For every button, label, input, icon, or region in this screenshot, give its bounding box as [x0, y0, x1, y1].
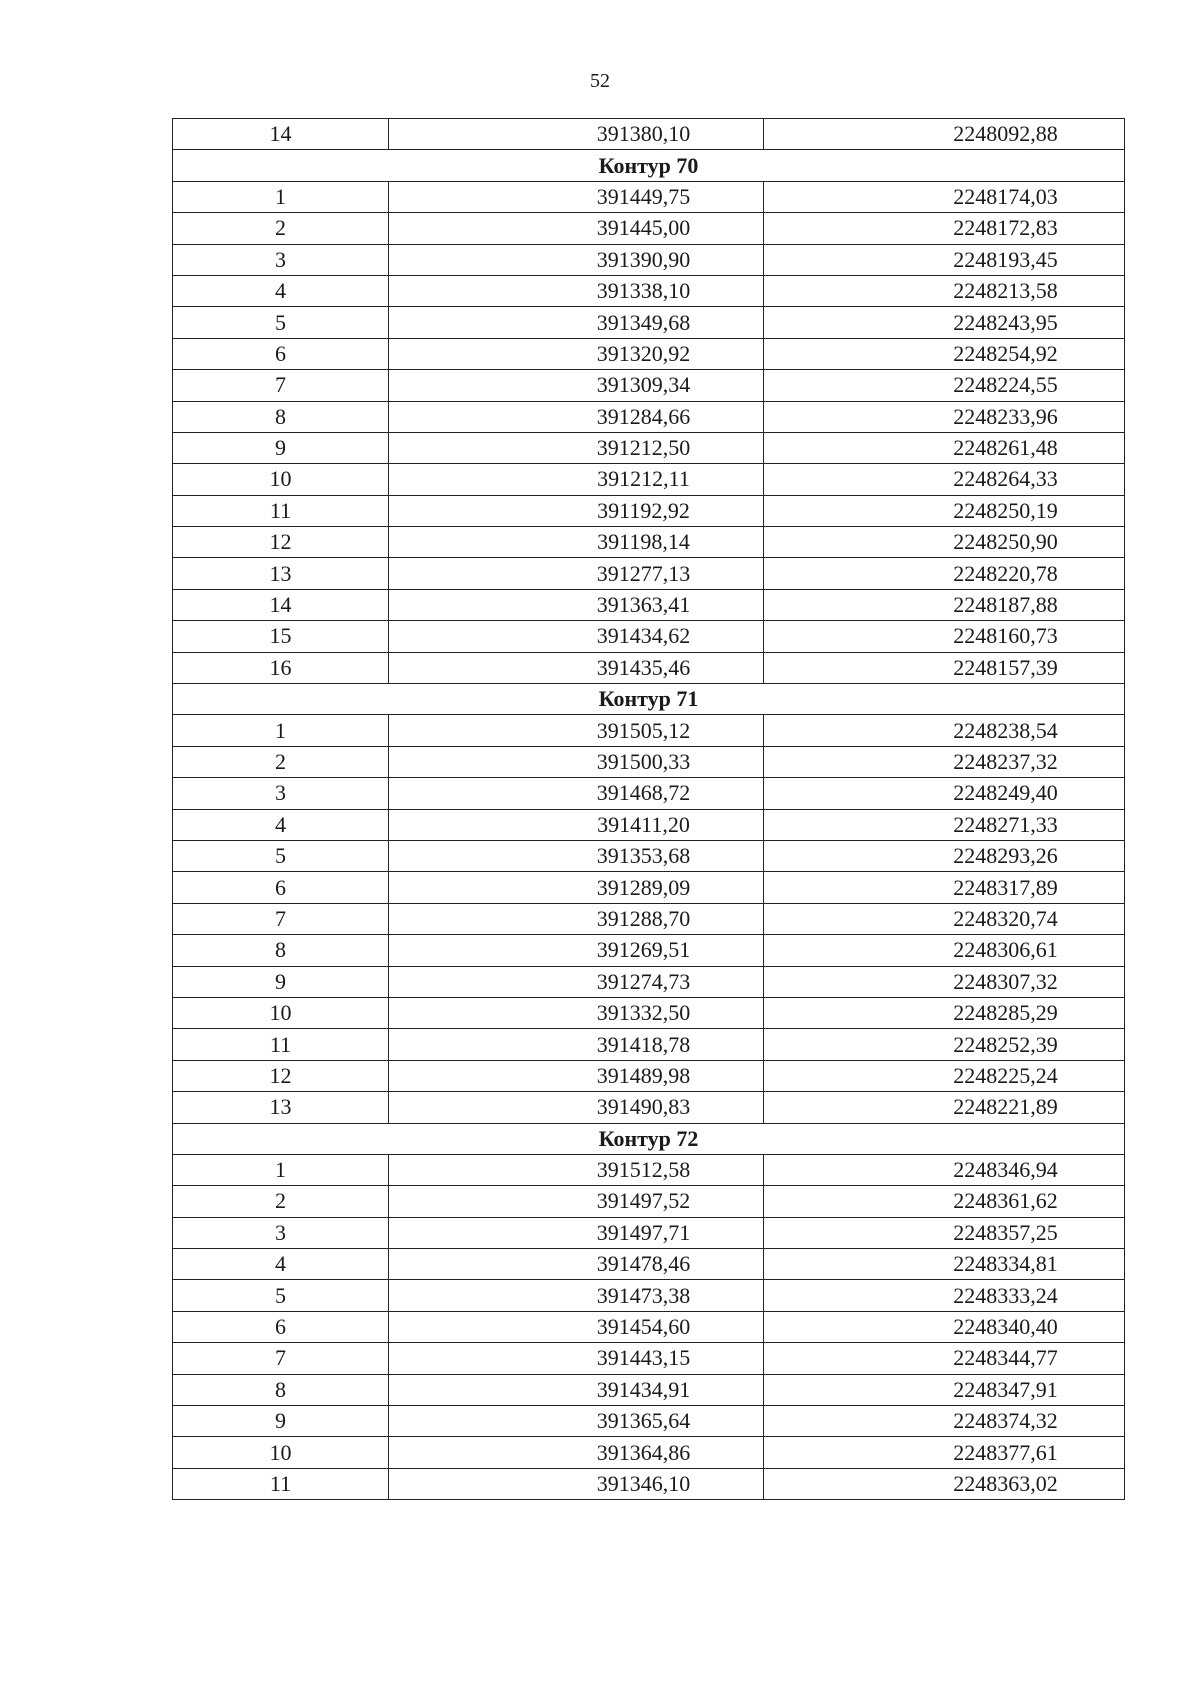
x-coordinate-value: 391346,10	[596, 1470, 691, 1496]
x-coordinate-cell	[389, 401, 764, 432]
x-coordinate-cell	[389, 558, 764, 589]
contour-heading-row	[173, 1123, 1125, 1154]
table-row	[173, 307, 1125, 338]
y-coordinate-value: 2248254,92	[953, 340, 1058, 366]
contour-title: Контур 72	[173, 1123, 1125, 1154]
table-row	[173, 1029, 1125, 1060]
y-coordinate-value: 2248252,39	[953, 1031, 1058, 1057]
y-coordinate-cell	[764, 809, 1125, 840]
x-coordinate-cell	[389, 1092, 764, 1123]
y-coordinate-value: 2248172,83	[953, 215, 1058, 241]
x-coordinate-cell	[389, 527, 764, 558]
y-coordinate-cell	[764, 1374, 1125, 1405]
table-row	[173, 872, 1125, 903]
table-row	[173, 275, 1125, 306]
x-coordinate-cell	[389, 872, 764, 903]
y-coordinate-value: 2248237,32	[953, 749, 1058, 774]
point-number-cell: 7	[173, 370, 389, 401]
x-coordinate-value: 391497,52	[596, 1188, 691, 1214]
y-coordinate-value: 2248357,25	[953, 1219, 1058, 1245]
y-coordinate-cell	[764, 1060, 1125, 1091]
x-coordinate-cell	[389, 464, 764, 495]
x-coordinate-value: 391365,64	[596, 1408, 691, 1434]
x-coordinate-cell	[389, 1437, 764, 1468]
x-coordinate-cell	[389, 903, 764, 934]
x-coordinate-cell	[389, 715, 764, 746]
y-coordinate-cell	[764, 1154, 1125, 1185]
x-coordinate-value: 391349,68	[596, 309, 691, 335]
x-coordinate-cell	[389, 370, 764, 401]
x-coordinate-value: 391363,41	[596, 592, 691, 618]
point-number-cell: 11	[173, 1468, 389, 1499]
table-row	[173, 213, 1125, 244]
point-number-cell: 2	[173, 213, 389, 244]
y-coordinate-value: 2248224,55	[953, 372, 1058, 398]
table-row	[173, 1217, 1125, 1248]
y-coordinate-cell	[764, 715, 1125, 746]
table-row	[173, 621, 1125, 652]
point-number-cell: 6	[173, 338, 389, 369]
point-number-cell: 1	[173, 181, 389, 212]
y-coordinate-value: 2248340,40	[953, 1314, 1058, 1340]
y-coordinate-value: 2248261,48	[953, 435, 1058, 461]
table-row	[173, 652, 1125, 683]
y-coordinate-value: 2248238,54	[953, 717, 1058, 743]
y-coordinate-cell	[764, 778, 1125, 809]
x-coordinate-cell	[389, 589, 764, 620]
y-coordinate-value: 2248092,88	[953, 121, 1058, 147]
y-coordinate-value: 2248363,02	[953, 1470, 1058, 1496]
page-number: 52	[590, 70, 610, 92]
point-number-cell: 3	[173, 244, 389, 275]
y-coordinate-cell	[764, 432, 1125, 463]
y-coordinate-cell	[764, 935, 1125, 966]
y-coordinate-cell	[764, 338, 1125, 369]
y-coordinate-value: 2248220,78	[953, 560, 1058, 586]
x-coordinate-cell	[389, 1154, 764, 1185]
x-coordinate-cell	[389, 1029, 764, 1060]
y-coordinate-cell	[764, 244, 1125, 275]
table-row	[173, 244, 1125, 275]
y-coordinate-cell	[764, 119, 1125, 150]
y-coordinate-cell	[764, 1406, 1125, 1437]
x-coordinate-cell	[389, 1280, 764, 1311]
y-coordinate-cell	[764, 1186, 1125, 1217]
x-coordinate-cell	[389, 652, 764, 683]
y-coordinate-cell	[764, 1437, 1125, 1468]
x-coordinate-value: 391468,72	[596, 780, 691, 806]
point-number-cell: 13	[173, 558, 389, 589]
y-coordinate-cell	[764, 401, 1125, 432]
y-coordinate-value: 2248285,29	[953, 1000, 1058, 1026]
y-coordinate-cell	[764, 1249, 1125, 1280]
x-coordinate-value: 391212,11	[597, 466, 690, 492]
x-coordinate-cell	[389, 778, 764, 809]
x-coordinate-cell	[389, 621, 764, 652]
point-number-cell: 9	[173, 966, 389, 997]
y-coordinate-cell	[764, 213, 1125, 244]
y-coordinate-value: 2248187,88	[953, 592, 1058, 618]
y-coordinate-value: 2248347,91	[953, 1376, 1058, 1402]
table-row	[173, 903, 1125, 934]
y-coordinate-cell	[764, 903, 1125, 934]
point-number-cell: 2	[173, 1186, 389, 1217]
x-coordinate-value: 391454,60	[596, 1314, 691, 1340]
coordinates-table	[172, 118, 1125, 1500]
y-coordinate-value: 2248213,58	[953, 278, 1058, 304]
x-coordinate-cell	[389, 809, 764, 840]
table-row	[173, 1060, 1125, 1091]
x-coordinate-cell	[389, 1311, 764, 1342]
table-row	[173, 464, 1125, 495]
x-coordinate-value: 391449,75	[596, 183, 691, 209]
y-coordinate-cell	[764, 652, 1125, 683]
y-coordinate-cell	[764, 275, 1125, 306]
x-coordinate-cell	[389, 1249, 764, 1280]
x-coordinate-value: 391320,92	[596, 340, 691, 366]
y-coordinate-value: 2248243,95	[953, 309, 1058, 335]
y-coordinate-cell	[764, 181, 1125, 212]
point-number-cell: 6	[173, 1311, 389, 1342]
table-row	[173, 338, 1125, 369]
y-coordinate-value: 2248225,24	[953, 1062, 1058, 1088]
point-number-cell: 14	[173, 119, 389, 150]
y-coordinate-value: 2248293,26	[953, 843, 1058, 869]
x-coordinate-cell	[389, 1186, 764, 1217]
y-coordinate-value: 2248374,32	[953, 1408, 1058, 1434]
table-row	[173, 1186, 1125, 1217]
y-coordinate-cell	[764, 746, 1125, 777]
point-number-cell: 9	[173, 1406, 389, 1437]
y-coordinate-value: 2248346,94	[953, 1157, 1058, 1183]
y-coordinate-cell	[764, 872, 1125, 903]
x-coordinate-value: 391435,46	[596, 654, 691, 680]
point-number-cell: 10	[173, 997, 389, 1028]
y-coordinate-value: 2248361,62	[953, 1188, 1058, 1214]
point-number-cell: 8	[173, 401, 389, 432]
x-coordinate-value: 391198,14	[597, 529, 690, 555]
x-coordinate-value: 391269,51	[596, 937, 691, 963]
point-number-cell: 7	[173, 1343, 389, 1374]
x-coordinate-cell	[389, 840, 764, 871]
x-coordinate-value: 391309,34	[596, 372, 691, 398]
x-coordinate-cell	[389, 495, 764, 526]
point-number-cell: 15	[173, 621, 389, 652]
x-coordinate-value: 391274,73	[596, 968, 691, 994]
point-number-cell: 13	[173, 1092, 389, 1123]
x-coordinate-value: 391497,71	[596, 1219, 691, 1245]
contour-title: Контур 71	[173, 684, 1125, 715]
x-coordinate-value: 391212,50	[596, 435, 691, 461]
y-coordinate-cell	[764, 495, 1125, 526]
point-number-cell: 14	[173, 589, 389, 620]
point-number-cell: 4	[173, 1249, 389, 1280]
point-number-cell: 7	[173, 903, 389, 934]
x-coordinate-cell	[389, 307, 764, 338]
table-row	[173, 935, 1125, 966]
x-coordinate-cell	[389, 1060, 764, 1091]
point-number-cell: 12	[173, 527, 389, 558]
x-coordinate-cell	[389, 1217, 764, 1248]
y-coordinate-value: 2248193,45	[953, 246, 1058, 272]
x-coordinate-value: 391490,83	[596, 1094, 691, 1120]
point-number-cell: 10	[173, 464, 389, 495]
table-row	[173, 778, 1125, 809]
x-coordinate-value: 391192,92	[597, 497, 690, 523]
contour-heading-row	[173, 684, 1125, 715]
table-row	[173, 1311, 1125, 1342]
x-coordinate-value: 391289,09	[596, 874, 691, 900]
table-row	[173, 370, 1125, 401]
table-row	[173, 1249, 1125, 1280]
table-row	[173, 746, 1125, 777]
y-coordinate-value: 2248221,89	[953, 1094, 1058, 1120]
y-coordinate-value: 2248377,61	[953, 1439, 1058, 1465]
y-coordinate-cell	[764, 1343, 1125, 1374]
y-coordinate-value: 2248320,74	[953, 905, 1058, 931]
x-coordinate-value: 391478,46	[596, 1251, 691, 1277]
y-coordinate-cell	[764, 370, 1125, 401]
table-row	[173, 119, 1125, 150]
x-coordinate-value: 391288,70	[596, 905, 691, 931]
x-coordinate-value: 391332,50	[596, 1000, 691, 1026]
x-coordinate-value: 391443,15	[596, 1345, 691, 1371]
x-coordinate-value: 391434,62	[596, 623, 691, 649]
table-row	[173, 840, 1125, 871]
x-coordinate-value: 391473,38	[596, 1282, 691, 1308]
x-coordinate-cell	[389, 244, 764, 275]
y-coordinate-value: 2248334,81	[953, 1251, 1058, 1277]
x-coordinate-cell	[389, 432, 764, 463]
x-coordinate-cell	[389, 213, 764, 244]
x-coordinate-value: 391489,98	[596, 1062, 691, 1088]
y-coordinate-cell	[764, 840, 1125, 871]
table-row	[173, 1280, 1125, 1311]
table-row	[173, 997, 1125, 1028]
point-number-cell: 5	[173, 1280, 389, 1311]
table-row	[173, 1437, 1125, 1468]
table-row	[173, 1154, 1125, 1185]
table-row	[173, 1092, 1125, 1123]
x-coordinate-value: 391418,78	[596, 1031, 691, 1057]
x-coordinate-cell	[389, 935, 764, 966]
y-coordinate-cell	[764, 1311, 1125, 1342]
point-number-cell: 4	[173, 809, 389, 840]
table-row	[173, 495, 1125, 526]
y-coordinate-cell	[764, 558, 1125, 589]
y-coordinate-value: 2248317,89	[953, 874, 1058, 900]
y-coordinate-value: 2248333,24	[953, 1282, 1058, 1308]
y-coordinate-value: 2248160,73	[953, 623, 1058, 649]
y-coordinate-cell	[764, 1468, 1125, 1499]
y-coordinate-value: 2248306,61	[953, 937, 1058, 963]
x-coordinate-cell	[389, 119, 764, 150]
x-coordinate-value: 391390,90	[596, 246, 691, 272]
point-number-cell: 9	[173, 432, 389, 463]
y-coordinate-cell	[764, 621, 1125, 652]
point-number-cell: 8	[173, 935, 389, 966]
y-coordinate-value: 2248250,90	[953, 529, 1058, 555]
y-coordinate-cell	[764, 307, 1125, 338]
point-number-cell: 5	[173, 840, 389, 871]
table-row	[173, 966, 1125, 997]
y-coordinate-value: 2248174,03	[953, 183, 1058, 209]
x-coordinate-cell	[389, 181, 764, 212]
x-coordinate-cell	[389, 1374, 764, 1405]
x-coordinate-cell	[389, 997, 764, 1028]
point-number-cell: 8	[173, 1374, 389, 1405]
x-coordinate-value: 391353,68	[596, 843, 691, 869]
table-row	[173, 1406, 1125, 1437]
coordinates-table-body	[173, 119, 1125, 1500]
x-coordinate-cell	[389, 1406, 764, 1437]
point-number-cell: 1	[173, 715, 389, 746]
y-coordinate-value: 2248157,39	[953, 654, 1058, 680]
table-row	[173, 558, 1125, 589]
y-coordinate-value: 2248264,33	[953, 466, 1058, 492]
table-row	[173, 809, 1125, 840]
point-number-cell: 10	[173, 1437, 389, 1468]
y-coordinate-value: 2248344,77	[953, 1345, 1058, 1371]
y-coordinate-cell	[764, 1029, 1125, 1060]
point-number-cell: 4	[173, 275, 389, 306]
x-coordinate-cell	[389, 1343, 764, 1374]
point-number-cell: 2	[173, 746, 389, 777]
table-row	[173, 181, 1125, 212]
y-coordinate-cell	[764, 1280, 1125, 1311]
x-coordinate-cell	[389, 338, 764, 369]
point-number-cell: 1	[173, 1154, 389, 1185]
x-coordinate-value: 391445,00	[596, 215, 691, 241]
y-coordinate-value: 2248233,96	[953, 403, 1058, 429]
x-coordinate-value: 391411,20	[597, 811, 690, 837]
table-row	[173, 432, 1125, 463]
x-coordinate-cell	[389, 1468, 764, 1499]
point-number-cell: 16	[173, 652, 389, 683]
y-coordinate-cell	[764, 527, 1125, 558]
y-coordinate-cell	[764, 589, 1125, 620]
point-number-cell: 3	[173, 1217, 389, 1248]
x-coordinate-value: 391500,33	[596, 749, 691, 774]
table-row	[173, 1468, 1125, 1499]
x-coordinate-value: 391505,12	[596, 717, 691, 743]
y-coordinate-value: 2248307,32	[953, 968, 1058, 994]
point-number-cell: 12	[173, 1060, 389, 1091]
point-number-cell: 6	[173, 872, 389, 903]
x-coordinate-value: 391338,10	[596, 278, 691, 304]
y-coordinate-cell	[764, 464, 1125, 495]
point-number-cell: 5	[173, 307, 389, 338]
y-coordinate-value: 2248250,19	[953, 497, 1058, 523]
y-coordinate-value: 2248271,33	[953, 811, 1058, 837]
x-coordinate-cell	[389, 275, 764, 306]
y-coordinate-cell	[764, 1217, 1125, 1248]
point-number-cell: 11	[173, 495, 389, 526]
x-coordinate-value: 391512,58	[596, 1157, 691, 1183]
table-row	[173, 589, 1125, 620]
point-number-cell: 3	[173, 778, 389, 809]
x-coordinate-value: 391380,10	[596, 121, 691, 147]
table-row	[173, 401, 1125, 432]
point-number-cell: 11	[173, 1029, 389, 1060]
x-coordinate-cell	[389, 966, 764, 997]
x-coordinate-value: 391284,66	[596, 403, 691, 429]
x-coordinate-value: 391364,86	[596, 1439, 691, 1465]
contour-heading-row	[173, 150, 1125, 181]
x-coordinate-value: 391277,13	[596, 560, 691, 586]
table-row	[173, 715, 1125, 746]
table-row	[173, 1343, 1125, 1374]
table-row	[173, 1374, 1125, 1405]
x-coordinate-value: 391434,91	[596, 1376, 691, 1402]
y-coordinate-value: 2248249,40	[953, 780, 1058, 806]
x-coordinate-cell	[389, 746, 764, 777]
y-coordinate-cell	[764, 1092, 1125, 1123]
contour-title: Контур 70	[173, 150, 1125, 181]
y-coordinate-cell	[764, 966, 1125, 997]
table-row	[173, 527, 1125, 558]
y-coordinate-cell	[764, 997, 1125, 1028]
